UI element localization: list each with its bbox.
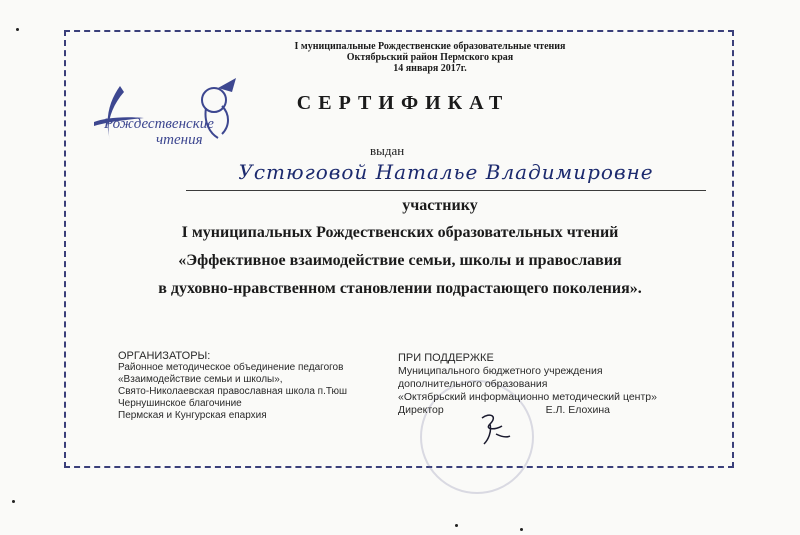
support-block [398,352,708,417]
support-item: Муниципального бюджетного учреждения [398,365,603,377]
header-line-2: Октябрьский район Пермского края [346,52,514,63]
organizers-title: ОРГАНИЗАТОРЫ: [118,350,211,362]
support-item: «Октябрьский информационно методический центр» [398,391,657,403]
christmas-readings-logo [86,78,246,158]
director-name: Е.Л. Елохина [545,404,610,416]
organizer-item: Районное методическое объединение педагогов [118,362,344,373]
event-name: I муниципальных Рождественских образовательных чтений [181,224,619,241]
support-item: дополнительного образования [398,378,548,390]
director-signature [476,408,516,448]
organizer-item: Свято-Николаевская православная школа п.Тюш [118,386,348,397]
scan-speck [16,28,19,31]
recipient-name: Устюговой Наталье Владимировне [238,160,654,184]
organizer-item: Чернушинское благочиние [118,398,242,409]
director-label: Директор [398,404,444,416]
organizer-item: Пермская и Кунгурская епархия [118,410,267,421]
logo-text-2: чтения [156,132,203,148]
issued-label: выдан [370,143,405,158]
logo-text-1: Рождественские [104,116,214,132]
header-line-3: 14 января 2017г. [393,63,467,74]
event-topic-1: «Эффективное взаимодействие семьи, школы и православия [178,252,622,269]
certificate-title: СЕРТИФИКАТ [296,92,510,114]
support-title: ПРИ ПОДДЕРЖКЕ [398,352,494,364]
header-line-1: I муниципальные Рождественские образовательные чтения [294,41,566,52]
recipient-underline [186,190,706,191]
event-topic-2: в духовно-нравственном становлении подрастающего поколения». [158,280,642,297]
scan-speck [520,528,523,531]
scan-speck [455,524,458,527]
organizers-block [118,350,378,422]
organizer-item: «Взаимодействие семьи и школы», [118,374,283,385]
scan-speck [12,500,15,503]
participant-label: участнику [402,197,478,214]
